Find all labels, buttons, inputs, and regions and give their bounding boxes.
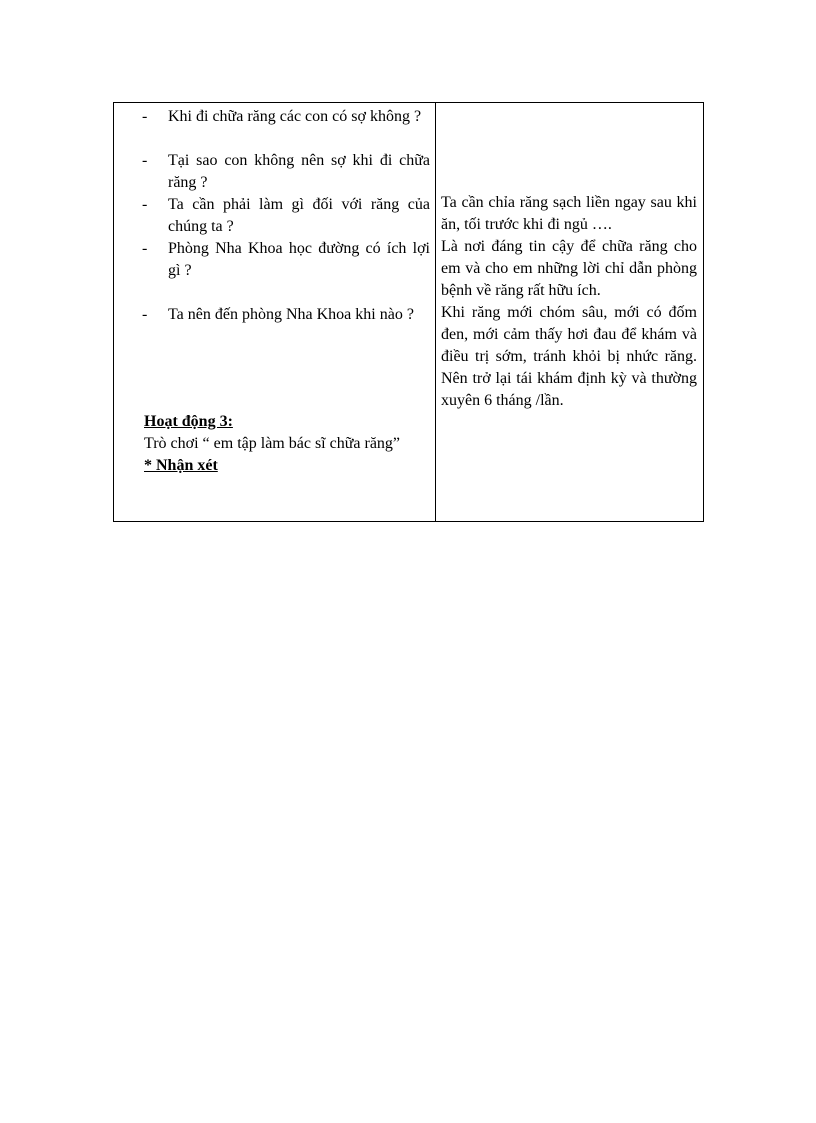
activity-block xyxy=(144,411,432,477)
answers-column xyxy=(436,103,703,521)
bullet-dash: - xyxy=(142,108,148,125)
question-text: Ta cần phải làm gì đối với răng của chúng ta ? xyxy=(168,196,430,235)
answer-paragraph: Là nơi đáng tin cậy để chữa răng cho em và cho em những lời chỉ dẫn phòng bệnh về răng rất hữu ích. xyxy=(441,238,697,299)
question-text: Khi đi chữa răng các con có sợ không ? xyxy=(168,108,422,125)
bullet-dash: - xyxy=(142,196,148,213)
bullet-dash: - xyxy=(142,240,148,257)
activity-game-text: Trò chơi “ em tập làm bác sĩ chữa răng” xyxy=(144,435,401,452)
lesson-table xyxy=(113,102,704,522)
bullet-dash: - xyxy=(142,306,148,323)
answer-paragraph: Ta cần chỉa răng sạch liền ngay sau khi ăn, tối trước khi đi ngủ …. xyxy=(441,194,697,233)
question-text: Tại sao con không nên sợ khi đi chữa răng ? xyxy=(168,152,430,191)
question-text: Ta nên đến phòng Nha Khoa khi nào ? xyxy=(168,306,414,323)
bullet-dash: - xyxy=(142,152,148,169)
question-text: Phòng Nha Khoa học đường có ích lợi gì ? xyxy=(168,240,430,279)
comment-heading: * Nhận xét xyxy=(144,457,218,474)
answer-paragraph: Khi răng mới chóm sâu, mới có đốm đen, mới cảm thấy hơi đau để khám và điều trị sớm, tránh khỏi bị nhức răng. Nên trở lại tái khám định kỳ và thường xuyên 6 tháng /lần. xyxy=(441,304,697,409)
activity-heading: Hoạt động 3: xyxy=(144,413,233,430)
answers-block xyxy=(441,192,697,412)
questions-column xyxy=(114,103,436,521)
